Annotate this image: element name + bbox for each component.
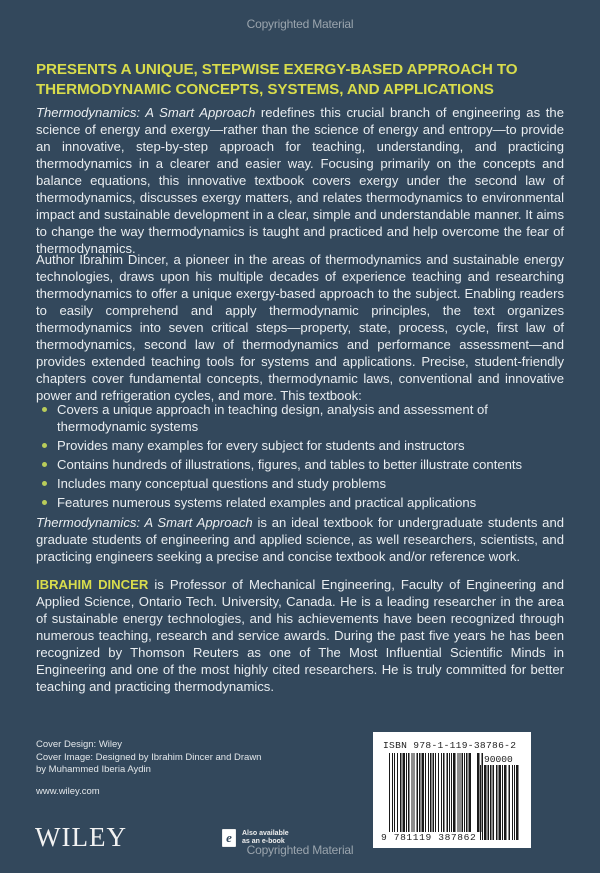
barcode-bar — [389, 753, 390, 840]
list-item-text: Covers a unique approach in teaching design, analysis and assessment of thermodynamic systems — [57, 402, 488, 434]
barcode-bar — [425, 753, 426, 840]
barcode-bar — [509, 765, 511, 840]
barcode-bar — [435, 753, 436, 840]
barcode-bar — [392, 753, 393, 840]
list-item-text: Provides many examples for every subject for students and instructors — [57, 438, 465, 453]
description-paragraph — [36, 104, 564, 257]
list-item-text: Includes many conceptual questions and study problems — [57, 476, 386, 491]
barcode-bar — [469, 753, 472, 840]
bullet-icon — [42, 443, 47, 448]
barcode-bar — [400, 753, 402, 840]
barcode-bar — [502, 765, 503, 840]
bio-text: is Professor of Mechanical Engineering, Faculty of Engineering and Applied Science, Ontario Tech. University, Canada. He is a leading researcher in the area of sustainable energy technologies, and his achievements have been recognized through numerous teaching, research and service awards. During the past five years he has been recognized by Thomson Reuters as one of The Most Influential Scientific Minds in Engineering and one of the most highly cited researchers. He is truly committed for better teaching and practicing thermodynamics. — [36, 577, 564, 694]
barcode-bar — [514, 765, 515, 840]
list-item — [36, 456, 564, 473]
book-title: Thermodynamics: A Smart Approach — [36, 515, 253, 530]
ebook-line1: Also available — [242, 830, 289, 837]
barcode-bar — [408, 753, 410, 840]
barcode-bar — [406, 753, 407, 840]
price-code: 90000 — [484, 754, 513, 765]
barcode-bar — [482, 765, 483, 840]
publisher-url[interactable]: www.wiley.com — [36, 786, 100, 797]
headline: PRESENTS A UNIQUE, STEPWISE EXERGY-BASED APPROACH TO THERMODYNAMIC CONCEPTS, SYSTEMS, AND APPLICATIONS — [36, 61, 518, 98]
barcode-bar — [447, 753, 449, 840]
cover-image-credit: Cover Image: Designed by Ibrahim Dincer and Drawn — [36, 751, 262, 763]
isbn: ISBN 978-1-119-38786-2 — [383, 740, 517, 751]
barcode-bar — [460, 753, 461, 840]
barcode-bar — [516, 765, 519, 840]
barcode-bar — [430, 753, 432, 840]
cover-design-credit: Cover Design: Wiley — [36, 739, 123, 750]
barcode-bar — [438, 753, 439, 840]
bullet-icon — [42, 481, 47, 486]
ebook-e-icon: e — [222, 829, 236, 847]
barcode-bar — [403, 753, 406, 840]
barcode-bar — [451, 753, 452, 840]
barcode-bar — [397, 753, 398, 840]
bullet-icon — [42, 500, 47, 505]
barcode-bar — [417, 753, 419, 840]
author-name: IBRAHIM DINCER — [36, 577, 149, 592]
barcode-bar — [453, 753, 456, 840]
list-item-text: Contains hundreds of illustrations, figures, and tables to better illustrate contents — [57, 457, 523, 472]
author-bio — [36, 576, 564, 695]
barcode-bar — [443, 753, 445, 840]
barcode-bar — [433, 753, 435, 840]
barcode-bar — [441, 753, 442, 840]
cover-image-credit-cont: by Muhammed Iberia Aydin — [36, 764, 151, 775]
barcode-bar — [462, 753, 464, 840]
barcode-bar — [480, 765, 481, 840]
barcode-bar — [496, 765, 498, 840]
bullet-icon — [42, 407, 47, 412]
barcode-bar — [412, 753, 413, 840]
feature-list — [36, 401, 564, 513]
audience-text: is an ideal textbook for undergraduate students and graduate students of engineering and applied science, as well researchers, scientists, and practicing engineers seeking a precise and concise textbook and/or reference work. — [36, 515, 565, 564]
list-item — [36, 475, 564, 492]
barcode-bar — [466, 753, 468, 840]
barcode-bar — [490, 765, 492, 840]
author-paragraph: Author Ibrahim Dincer, a pioneer in the areas of thermodynamics and sustainable energy technologies, draws upon his multiple decades of experience teaching and researching thermodynamics to offer a unique exergy-based approach to the subject. Enabling readers to easily comprehend and apply thermodynamic principles, the text organizes thermodynamics into seven critical steps—property, state, process, cycle, first law of thermodynamics, second law of thermodynamics and performance assessment—and provides extended teaching tools for systems and applications. Precise, student-friendly chapters cover fundamental concepts, thermodynamic laws, conventional and innovative power and refrigeration cycles, and more. This textbook: — [36, 252, 564, 403]
list-item — [36, 437, 564, 454]
list-item-text: Features numerous systems related examples and practical applications — [57, 495, 477, 510]
wiley-logo: WILEY — [35, 822, 127, 852]
barcode-bar — [458, 753, 459, 840]
barcode-bar — [512, 765, 513, 840]
cover-credits — [36, 739, 261, 777]
barcode-bar — [484, 765, 487, 840]
barcode-bar — [499, 765, 502, 840]
barcode-bar — [493, 765, 495, 840]
barcode-bar — [449, 753, 450, 840]
barcode-bar — [488, 765, 490, 840]
barcode-bar — [414, 753, 415, 840]
barcode-bar — [464, 753, 465, 840]
list-item — [36, 401, 564, 435]
barcode-bar — [504, 765, 507, 840]
barcode-bar — [422, 753, 425, 840]
watermark-bottom: Copyrighted Material — [246, 843, 354, 857]
audience-paragraph — [36, 514, 564, 565]
ebook-line2: as an e-book — [242, 838, 285, 845]
list-item — [36, 494, 564, 511]
bullet-icon — [42, 462, 47, 467]
barcode-bar — [394, 753, 395, 840]
watermark-top: Copyrighted Material — [246, 17, 354, 31]
ean-number: 9 781119 387862 — [381, 832, 477, 843]
barcode-bar — [428, 753, 429, 840]
book-title: Thermodynamics: A Smart Approach — [36, 105, 256, 120]
barcode-bar — [419, 753, 421, 840]
barcode-bar — [477, 753, 480, 832]
description-text: redefines this crucial branch of engineering as the science of energy and exergy—rather than the science of energy and entropy—to provide an innovative, step-by-step approach for teaching, understanding, and practicing thermodynamics in a clearer and easier way. Focusing primarily on the concepts and balance equations, this innovative textbook covers exergy under the second law of thermodynamics, discusses exergy matters, and relates thermodynamics to environmental impact and sustainable development in a clear, simple and understandable manner. It aims to change the way thermodynamics is taught and practiced and help overcome the fear of thermodynamics. — [36, 105, 564, 256]
barcode — [373, 732, 531, 848]
